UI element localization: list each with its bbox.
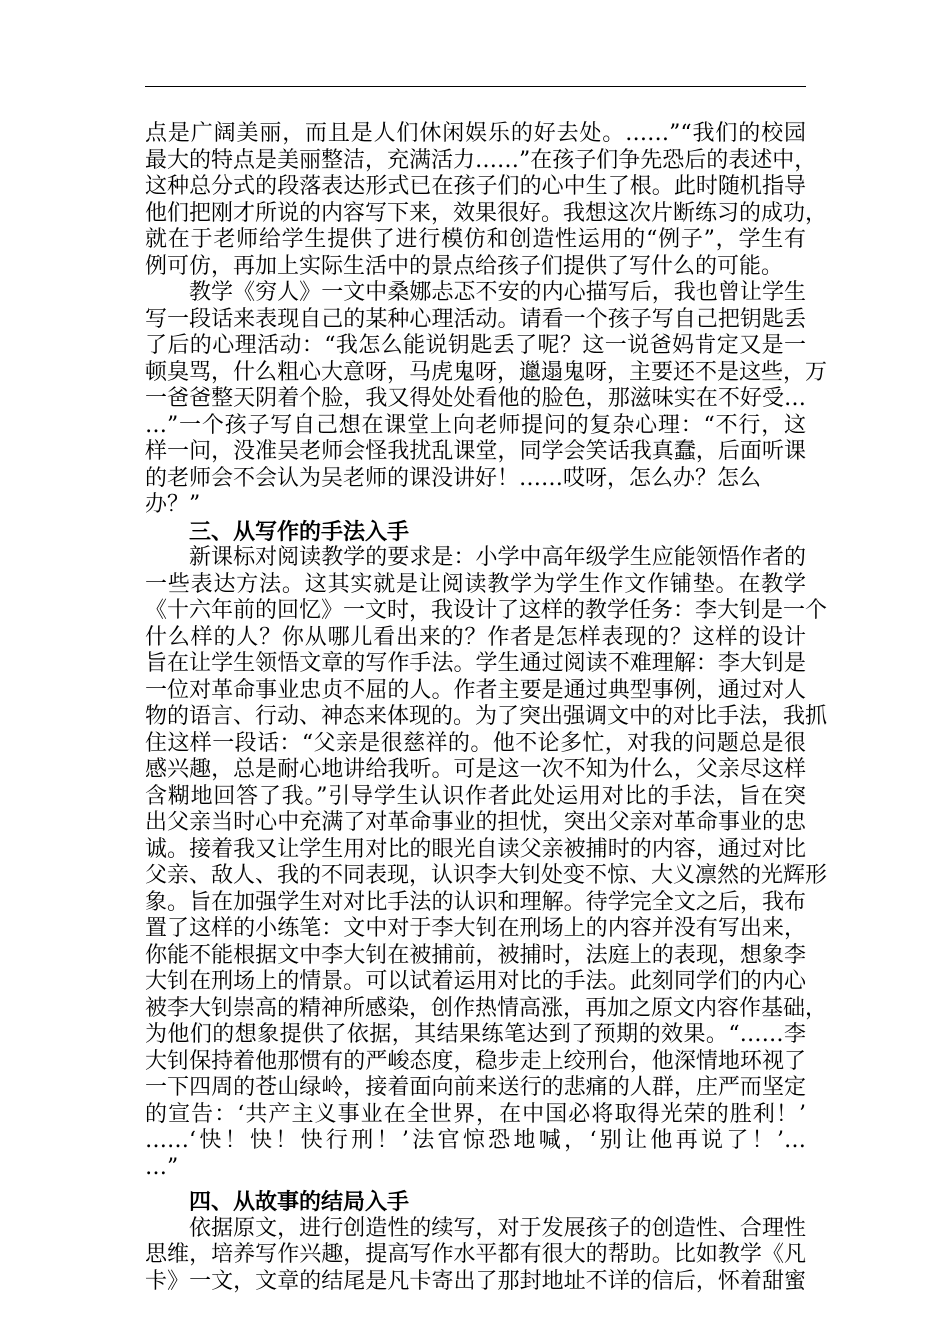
text-line: 的老师会不会认为吴老师的课没讲好！……哎呀，怎么办？怎么 — [145, 465, 762, 491]
text-line: 依据原文，进行创造性的续写，对于发展孩子的创造性、合理性 — [189, 1215, 806, 1241]
text-line: 思维，培养写作兴趣，提高写作水平都有很大的帮助。比如教学《凡 — [145, 1242, 806, 1267]
text-line: 物的语言、行动、神态来体现的。为了突出强调文中的对比手法，我抓 — [145, 704, 828, 729]
text-line: 写一段话来表现自己的某种心理活动。请看一个孩子写自己把钥匙丢 — [145, 306, 806, 332]
text-line: 教学《穷人》一文中桑娜忐忑不安的内心描写后，我也曾让学生 — [189, 280, 806, 305]
paragraph-gap — [145, 1181, 806, 1189]
text-line: …”一个孩子写自己想在课堂上向老师提问的复杂心理：“不行，这 — [145, 412, 806, 438]
text-line: 就在于老师给学生提供了进行模仿和创造性运用的“例子”，学生有 — [145, 227, 806, 252]
text-line: 大钊在刑场上的情景。可以试着运用对比的手法。此刻同学们的内心 — [145, 969, 806, 994]
text-line: 一些表达方法。这其实就是让阅读教学为学生作文作铺垫。在教学 — [145, 571, 806, 597]
text-line: 置了这样的小练笔：文中对于李大钊在刑场上的内容并没有写出来， — [145, 916, 806, 941]
text-line: 住这样一段话：“父亲是很慈祥的。他不论多忙，对我的问题总是很 — [145, 730, 806, 756]
section-heading: 三、从写作的手法入手 — [189, 518, 410, 545]
body-text — [145, 121, 828, 1295]
section-heading: 四、从故事的结局入手 — [189, 1189, 410, 1215]
text-line: 一位对革命事业忠贞不屈的人。作者主要是通过典型事例，通过对人 — [145, 677, 806, 703]
text-line: 卡》一文，文章的结尾是凡卡寄出了那封地址不详的信后，怀着甜蜜 — [145, 1268, 806, 1294]
text-line: 最大的特点是美丽整洁，充满活力……”在孩子们争先恐后的表述中， — [145, 147, 817, 173]
text-line: 出父亲当时心中充满了对革命事业的担忧，突出父亲对革命事业的忠 — [145, 810, 806, 835]
text-line: 点是广阔美丽，而且是人们休闲娱乐的好去处。……”“我们的校园 — [145, 121, 806, 146]
text-line: 样一问，没准吴老师会怪我扰乱课堂，同学会笑话我真蠢，后面听课 — [145, 439, 806, 464]
text-line: 他们把刚才所说的内容写下来，效果很好。我想这次片断练习的成功， — [145, 200, 828, 226]
text-line: 为他们的想象提供了依据，其结果练笔达到了预期的效果。“……李 — [145, 1022, 806, 1047]
text-line: 《十六年前的回忆》一文时，我设计了这样的教学任务：李大钊是一个 — [145, 598, 828, 623]
text-line: 了后的心理活动：“我怎么能说钥匙丢了呢？这一说爸妈肯定又是一 — [145, 333, 806, 358]
text-line: 你能不能根据文中李大钊在被捕前，被捕时，法庭上的表现，想象李 — [145, 942, 806, 968]
header-rule — [145, 86, 806, 87]
text-line: ……‘快！快！快行刑！’法官惊恐地喊，‘别让他再说了！’… — [145, 1128, 806, 1153]
text-line: 新课标对阅读教学的要求是：小学中高年级学生应能领悟作者的 — [189, 545, 806, 570]
text-line: …” — [145, 1154, 179, 1180]
text-line: 感兴趣，总是耐心地讲给我听。可是这一次不知为什么，父亲尽这样 — [145, 757, 806, 782]
text-line: 办？” — [145, 492, 201, 517]
text-line: 诚。接着我又让学生用对比的眼光自读父亲被捕时的内容，通过对比 — [145, 836, 806, 862]
text-line: 旨在让学生领悟文章的写作手法。学生通过阅读不难理解：李大钊是 — [145, 651, 806, 676]
text-line: 一爸爸整天阴着个脸，我又得处处看他的脸色，那滋味实在不好受… — [145, 386, 806, 411]
text-line: 大钊保持着他那惯有的严峻态度，稳步走上绞刑台，他深情地环视了 — [145, 1048, 806, 1074]
text-line: 含糊地回答了我。”引导学生认识作者此处运用对比的手法，旨在突 — [145, 783, 806, 809]
text-line: 这种总分式的段落表达形式已在孩子们的心中生了根。此时随机指导 — [145, 174, 806, 199]
text-line: 什么样的人？你从哪儿看出来的？作者是怎样表现的？这样的设计 — [145, 624, 806, 650]
text-line: 的宣告：‘共产主义事业在全世界，在中国必将取得光荣的胜利！’ — [145, 1101, 806, 1127]
text-line: 象。旨在加强学生对对比手法的认识和理解。待学完全文之后，我布 — [145, 889, 806, 915]
text-line: 顿臭骂，什么粗心大意呀，马虎鬼呀，邋遢鬼呀，主要还不是这些，万 — [145, 359, 828, 385]
text-line: 被李大钊崇高的精神所感染，创作热情高涨，再加之原文内容作基础， — [145, 995, 828, 1021]
text-line: 一下四周的苍山绿岭，接着面向前来送行的悲痛的人群，庄严而坚定 — [145, 1075, 806, 1100]
text-line: 例可仿，再加上实际生活中的景点给孩子们提供了写什么的可能。 — [145, 253, 784, 279]
text-line: 父亲、敌人、我的不同表现，认识李大钊处变不惊、大义凛然的光辉形 — [145, 863, 828, 888]
